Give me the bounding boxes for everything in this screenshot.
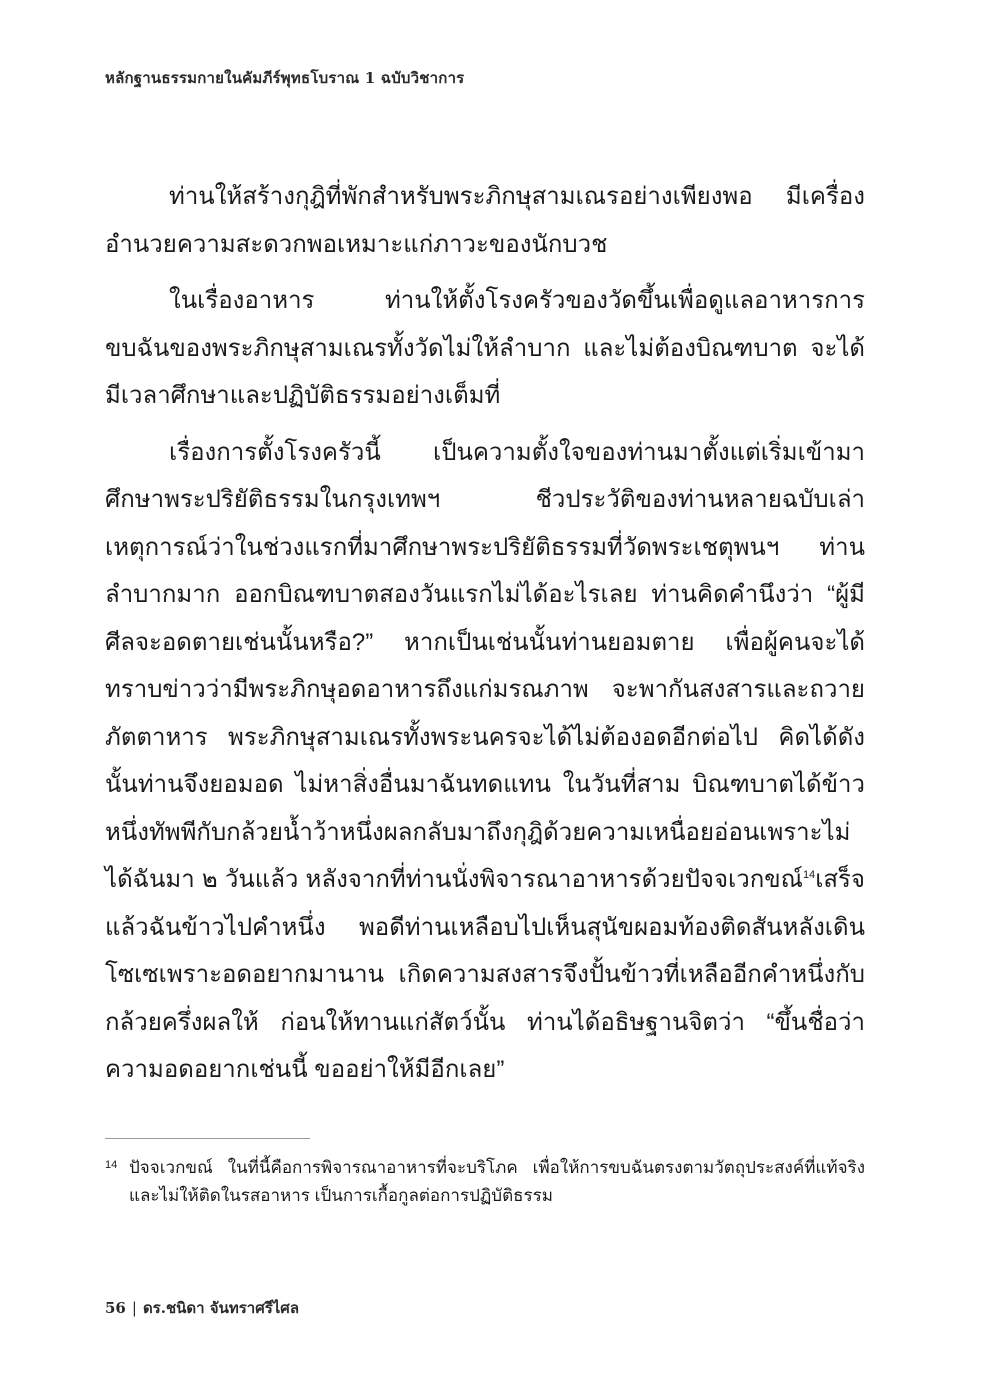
footnote-number: 14 [105, 1159, 118, 1171]
footnote-divider [105, 1138, 310, 1139]
body-text [105, 173, 865, 1103]
paragraph-1: ท่านให้สร้างกุฎิที่พักสำหรับพระภิกษุสามเณรอย่างเพียงพอ มีเครื่องอำนวยความสะดวกพอเหมาะแก่ภาวะของนักบวช [105, 183, 865, 258]
paragraph-3-text-before: เรื่องการตั้งโรงครัวนี้ เป็นความตั้งใจของท่านมาตั้งแต่เริ่มเข้ามาศึกษาพระปริยัติธรรมในกรุงเทพฯ ชีวประวัติของท่านหลายฉบับเล่าเหตุการณ์ว่าในช่วงแรกที่มาศึกษาพระปริยัติธรรมที่วัดพระเชตุพนฯ ท่านลำบากมาก ออกบิณฑบาตสองวันแรกไม่ได้อะไรเลย ท่านคิดคำนึงว่า “ผู้มีศีลจะอดตายเช่นนั้นหรือ?” หากเป็นเช่นนั้นท่านยอมตาย เพื่อผู้คนจะได้ทราบข่าวว่ามีพระภิกษุอดอาหารถึงแก่มรณภาพ จะพากันสงสารและถวายภัตตาหาร พระภิกษุสามเณรทั้งพระนครจะได้ไม่ต้องอดอีกต่อไป คิดได้ดังนั้นท่านจึงยอมอด ไม่หาสิ่งอื่นมาฉันทดแทน ในวันที่สาม บิณฑบาตได้ข้าวหนึ่งทัพพีกับกล้วยน้ำว้าหนึ่งผลกลับมาถึงกุฎิด้วยความเหนื่อยอ่อนเพราะไม่ได้ฉันมา ๒ วันแล้ว หลังจากที่ท่านนั่งพิจารณาอาหารด้วยปัจจเวกขณ์ [105, 438, 865, 893]
footnote-text: ปัจจเวกขณ์ ในที่นี้คือการพิจารณาอาหารที่จะบริโภค เพื่อให้การขบฉันตรงตามวัตถุประสงค์ที่แท้จริงและไม่ให้ติดในรสอาหาร เป็นการเกื้อกูลต่อการปฏิบัติธรรม [129, 1158, 865, 1205]
page-number: 56 [105, 1299, 126, 1317]
footnote-reference: 14 [802, 869, 816, 881]
running-footer [105, 1296, 299, 1320]
footer-separator: | [131, 1299, 137, 1317]
paragraph-3-text-after: เสร็จแล้วฉันข้าวไปคำหนึ่ง พอดีท่านเหลือบไปเห็นสุนัขผอมท้องติดสันหลังเดินโซเซเพราะอดอยากมานาน เกิดความสงสารจึงปั้นข้าวที่เหลืออีกคำหนึ่งกับกล้วยครึ่งผลให้ ก่อนให้ทานแก่สัตว์นั้น ท่านได้อธิษฐานจิตว่า “ขึ้นชื่อว่าความอดอยากเช่นนี้ ขออย่าให้มีอีกเลย” [105, 866, 865, 1083]
footnote [105, 1154, 865, 1210]
paragraph-2: ในเรื่องอาหาร ท่านให้ตั้งโรงครัวของวัดขึ้นเพื่อดูแลอาหารการขบฉันของพระภิกษุสามเณรทั้งวัดไม่ให้ลำบาก และไม่ต้องบิณฑบาต จะได้มีเวลาศึกษาและปฏิบัติธรรมอย่างเต็มที่ [105, 287, 865, 409]
author-name: ดร.ชนิดา จันทราศรีไศล [142, 1299, 300, 1317]
paragraph-3 [105, 429, 865, 1094]
running-header: หลักฐานธรรมกายในคัมภีร์พุทธโบราณ 1 ฉบับวิชาการ [105, 69, 465, 87]
